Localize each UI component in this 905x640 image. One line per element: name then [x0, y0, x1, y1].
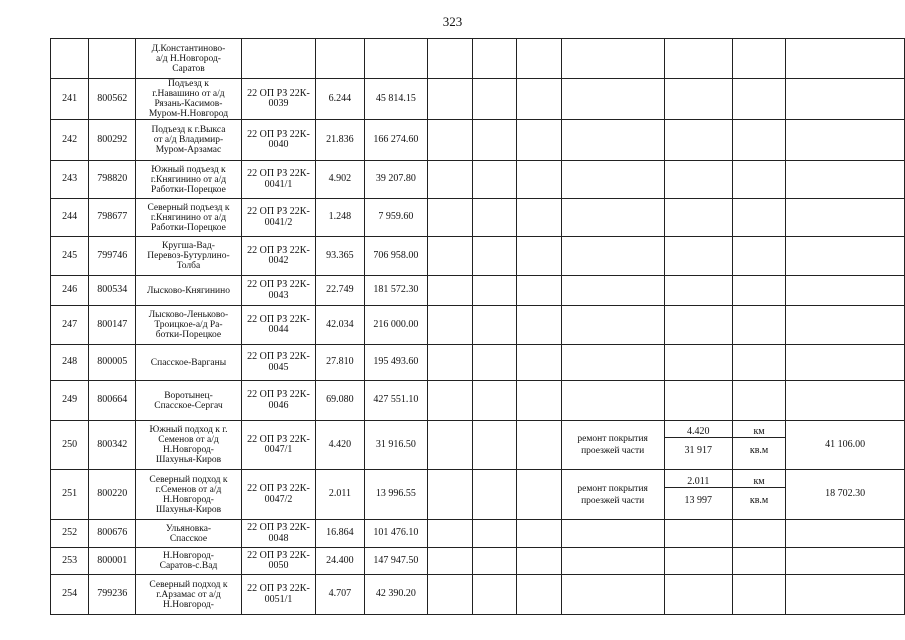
page-number: 323: [442, 14, 463, 29]
road-id: 22 ОП РЗ 22К- 0043: [241, 276, 315, 306]
empty-cell: [427, 161, 472, 199]
work-volume: [664, 276, 732, 306]
work-total: [786, 345, 905, 381]
road-code: 799746: [89, 237, 136, 276]
road-cost: 7 959.60: [364, 199, 427, 237]
empty-cell: [241, 39, 315, 79]
table-row: [51, 381, 905, 421]
road-code: 800562: [89, 79, 136, 120]
empty-cell: [472, 345, 517, 381]
work-volume: [664, 470, 732, 520]
road-length: 4.902: [316, 161, 365, 199]
work-total: [786, 548, 905, 575]
work-type: ремонт покрытия проезжей части: [561, 421, 664, 470]
work-type: [561, 548, 664, 575]
road-cost: 39 207.80: [364, 161, 427, 199]
road-name: Южный подъезд к г.Княгинино от а/д Работки-Порецкое: [136, 161, 242, 199]
road-name: Северный подъезд к г.Княгинино от а/д Работки-Порецкое: [136, 199, 242, 237]
road-code: 798677: [89, 199, 136, 237]
work-volume: [664, 237, 732, 276]
road-code: 799236: [89, 575, 136, 615]
empty-cell: [427, 520, 472, 548]
work-volume-top: 2.011: [665, 476, 732, 488]
work-type: ремонт покрытия проезжей части: [561, 470, 664, 520]
work-total: [786, 575, 905, 615]
road-id: 22 ОП РЗ 22К- 0044: [241, 306, 315, 345]
work-unit: [732, 161, 785, 199]
road-cost: 31 916.50: [364, 421, 427, 470]
road-name: Д.Константиново- а/д Н.Новгород- Саратов: [136, 39, 242, 79]
empty-cell: [427, 345, 472, 381]
empty-cell: [517, 161, 562, 199]
road-name: Северный подход к г.Семенов от а/д Н.Новгород- Шахунья-Киров: [136, 470, 242, 520]
road-code: 800664: [89, 381, 136, 421]
work-volume: [664, 520, 732, 548]
empty-cell: [472, 39, 517, 79]
work-volume: [664, 120, 732, 161]
roads-table: [50, 38, 905, 615]
work-unit: [732, 520, 785, 548]
empty-cell: [472, 520, 517, 548]
empty-cell: [517, 575, 562, 615]
work-total: [786, 306, 905, 345]
work-unit: [732, 79, 785, 120]
table-row: [51, 306, 905, 345]
road-name: Лысково-Княгинино: [136, 276, 242, 306]
table-row: [51, 548, 905, 575]
road-cost: 42 390.20: [364, 575, 427, 615]
table-row: [51, 39, 905, 79]
work-type: [561, 520, 664, 548]
road-cost: 13 996.55: [364, 470, 427, 520]
empty-cell: [427, 237, 472, 276]
work-unit-top: км: [733, 426, 785, 438]
empty-cell: [517, 520, 562, 548]
empty-cell: [472, 421, 517, 470]
road-length: 24.400: [316, 548, 365, 575]
work-total: [786, 120, 905, 161]
road-length: 2.011: [316, 470, 365, 520]
work-volume-bottom: 13 997: [684, 494, 713, 506]
row-number: 245: [51, 237, 89, 276]
road-code: 800534: [89, 276, 136, 306]
work-type: [561, 345, 664, 381]
road-name: Южный подход к г. Семенов от а/д Н.Новгород- Шахунья-Киров: [136, 421, 242, 470]
empty-cell: [472, 575, 517, 615]
work-unit: [732, 276, 785, 306]
work-type: [561, 199, 664, 237]
work-unit-top: км: [733, 476, 785, 488]
empty-cell: [427, 276, 472, 306]
empty-cell: [427, 470, 472, 520]
empty-cell: [517, 120, 562, 161]
empty-cell: [786, 39, 905, 79]
work-unit: [732, 548, 785, 575]
table-row: [51, 470, 905, 520]
row-number: 244: [51, 199, 89, 237]
road-id: 22 ОП РЗ 22К- 0050: [241, 548, 315, 575]
row-number: 243: [51, 161, 89, 199]
empty-cell: [472, 161, 517, 199]
row-number: 251: [51, 470, 89, 520]
road-id: 22 ОП РЗ 22К- 0046: [241, 381, 315, 421]
road-id: 22 ОП РЗ 22К- 0039: [241, 79, 315, 120]
road-length: 27.810: [316, 345, 365, 381]
road-id: 22 ОП РЗ 22К- 0045: [241, 345, 315, 381]
empty-cell: [427, 120, 472, 161]
road-name: Ульяновка- Спасское: [136, 520, 242, 548]
empty-cell: [427, 39, 472, 79]
work-total: 18 702.30: [786, 470, 905, 520]
empty-cell: [472, 120, 517, 161]
road-cost: 147 947.50: [364, 548, 427, 575]
work-total: [786, 381, 905, 421]
work-unit: [732, 575, 785, 615]
work-volume-top: 4.420: [665, 426, 732, 438]
table-body: [51, 39, 905, 615]
empty-cell: [517, 39, 562, 79]
road-code: 800005: [89, 345, 136, 381]
table-row: [51, 199, 905, 237]
work-total: [786, 161, 905, 199]
work-total: [786, 237, 905, 276]
table-row: [51, 520, 905, 548]
empty-cell: [427, 575, 472, 615]
work-volume: [664, 79, 732, 120]
road-length: 22.749: [316, 276, 365, 306]
empty-cell: [472, 276, 517, 306]
work-volume: [664, 548, 732, 575]
empty-cell: [472, 306, 517, 345]
road-id: 22 ОП РЗ 22К- 0041/2: [241, 199, 315, 237]
work-volume: [664, 381, 732, 421]
work-unit-bottom: кв.м: [749, 445, 769, 456]
work-unit: [732, 237, 785, 276]
work-unit: [732, 120, 785, 161]
work-type: [561, 575, 664, 615]
work-type: [561, 306, 664, 345]
empty-cell: [517, 237, 562, 276]
row-number: 242: [51, 120, 89, 161]
row-number: 254: [51, 575, 89, 615]
row-number: 246: [51, 276, 89, 306]
road-code: 800676: [89, 520, 136, 548]
row-number: 253: [51, 548, 89, 575]
work-unit-bottom: кв.м: [749, 494, 769, 506]
road-id: 22 ОП РЗ 22К- 0047/1: [241, 421, 315, 470]
road-cost: 427 551.10: [364, 381, 427, 421]
road-code: 800147: [89, 306, 136, 345]
empty-cell: [427, 421, 472, 470]
road-id: 22 ОП РЗ 22К- 0041/1: [241, 161, 315, 199]
work-unit: [732, 421, 785, 470]
road-length: 4.707: [316, 575, 365, 615]
work-volume: [664, 161, 732, 199]
work-volume: [664, 199, 732, 237]
road-name: Кругша-Вад- Перевоз-Бутурлино- Толба: [136, 237, 242, 276]
empty-cell: [664, 39, 732, 79]
empty-cell: [364, 39, 427, 79]
empty-cell: [732, 39, 785, 79]
road-length: 4.420: [316, 421, 365, 470]
empty-cell: [427, 548, 472, 575]
empty-cell: [427, 79, 472, 120]
work-unit: [732, 381, 785, 421]
road-name: Северный подход к г.Арзамас от а/д Н.Новгород-: [136, 575, 242, 615]
work-type: [561, 237, 664, 276]
table-row: [51, 120, 905, 161]
road-length: 21.836: [316, 120, 365, 161]
empty-cell: [517, 306, 562, 345]
work-total: [786, 199, 905, 237]
row-number: 248: [51, 345, 89, 381]
table-row: [51, 161, 905, 199]
work-unit: [732, 306, 785, 345]
empty-cell: [472, 199, 517, 237]
empty-cell: [517, 381, 562, 421]
road-cost: 181 572.30: [364, 276, 427, 306]
row-number: 252: [51, 520, 89, 548]
road-name: Подъезд к г.Выкса от а/д Владимир- Муром-Арзамас: [136, 120, 242, 161]
road-length: 1.248: [316, 199, 365, 237]
road-length: 93.365: [316, 237, 365, 276]
work-total: [786, 79, 905, 120]
table-row: [51, 345, 905, 381]
road-code: 800001: [89, 548, 136, 575]
table-row: [51, 276, 905, 306]
work-unit: [732, 199, 785, 237]
work-volume: [664, 345, 732, 381]
table-row: [51, 237, 905, 276]
empty-cell: [316, 39, 365, 79]
empty-cell: [472, 79, 517, 120]
work-volume: [664, 306, 732, 345]
work-type: [561, 79, 664, 120]
work-total: 41 106.00: [786, 421, 905, 470]
road-length: 42.034: [316, 306, 365, 345]
road-cost: 45 814.15: [364, 79, 427, 120]
work-type: [561, 120, 664, 161]
empty-cell: [517, 470, 562, 520]
empty-cell: [472, 381, 517, 421]
table-row: [51, 79, 905, 120]
work-total: [786, 276, 905, 306]
work-total: [786, 520, 905, 548]
road-id: 22 ОП РЗ 22К- 0051/1: [241, 575, 315, 615]
road-code: 800342: [89, 421, 136, 470]
road-length: 69.080: [316, 381, 365, 421]
work-volume: [664, 421, 732, 470]
road-cost: 195 493.60: [364, 345, 427, 381]
empty-cell: [427, 381, 472, 421]
work-type: [561, 276, 664, 306]
road-code: 800292: [89, 120, 136, 161]
road-id: 22 ОП РЗ 22К- 0040: [241, 120, 315, 161]
road-id: 22 ОП РЗ 22К- 0047/2: [241, 470, 315, 520]
empty-cell: [472, 237, 517, 276]
road-name: Воротынец- Спасское-Сергач: [136, 381, 242, 421]
empty-cell: [517, 79, 562, 120]
table-row: [51, 575, 905, 615]
work-type: [561, 381, 664, 421]
empty-cell: [517, 276, 562, 306]
road-cost: 706 958.00: [364, 237, 427, 276]
road-length: 16.864: [316, 520, 365, 548]
road-id: 22 ОП РЗ 22К- 0042: [241, 237, 315, 276]
road-code: [89, 39, 136, 79]
empty-cell: [517, 421, 562, 470]
road-code: 800220: [89, 470, 136, 520]
road-name: Подъезд к г.Навашино от а/д Рязань-Касимов- Муром-Н.Новгород: [136, 79, 242, 120]
road-name: Лысково-Леньково- Троицкое-а/д Ра- ботки-Порецкое: [136, 306, 242, 345]
road-name: Н.Новгород- Саратов-с.Вад: [136, 548, 242, 575]
road-code: 798820: [89, 161, 136, 199]
empty-cell: [472, 470, 517, 520]
empty-cell: [472, 548, 517, 575]
empty-cell: [427, 306, 472, 345]
road-cost: 216 000.00: [364, 306, 427, 345]
empty-cell: [561, 39, 664, 79]
empty-cell: [427, 199, 472, 237]
road-name: Спасское-Варганы: [136, 345, 242, 381]
row-number: 249: [51, 381, 89, 421]
work-unit: [732, 345, 785, 381]
work-volume: [664, 575, 732, 615]
work-type: [561, 161, 664, 199]
row-number: 250: [51, 421, 89, 470]
work-unit: [732, 470, 785, 520]
road-length: 6.244: [316, 79, 365, 120]
road-cost: 101 476.10: [364, 520, 427, 548]
work-volume-bottom: 31 917: [684, 445, 713, 456]
row-number: [51, 39, 89, 79]
row-number: 247: [51, 306, 89, 345]
empty-cell: [517, 345, 562, 381]
road-id: 22 ОП РЗ 22К- 0048: [241, 520, 315, 548]
road-cost: 166 274.60: [364, 120, 427, 161]
row-number: 241: [51, 79, 89, 120]
empty-cell: [517, 548, 562, 575]
empty-cell: [517, 199, 562, 237]
table-row: [51, 421, 905, 470]
